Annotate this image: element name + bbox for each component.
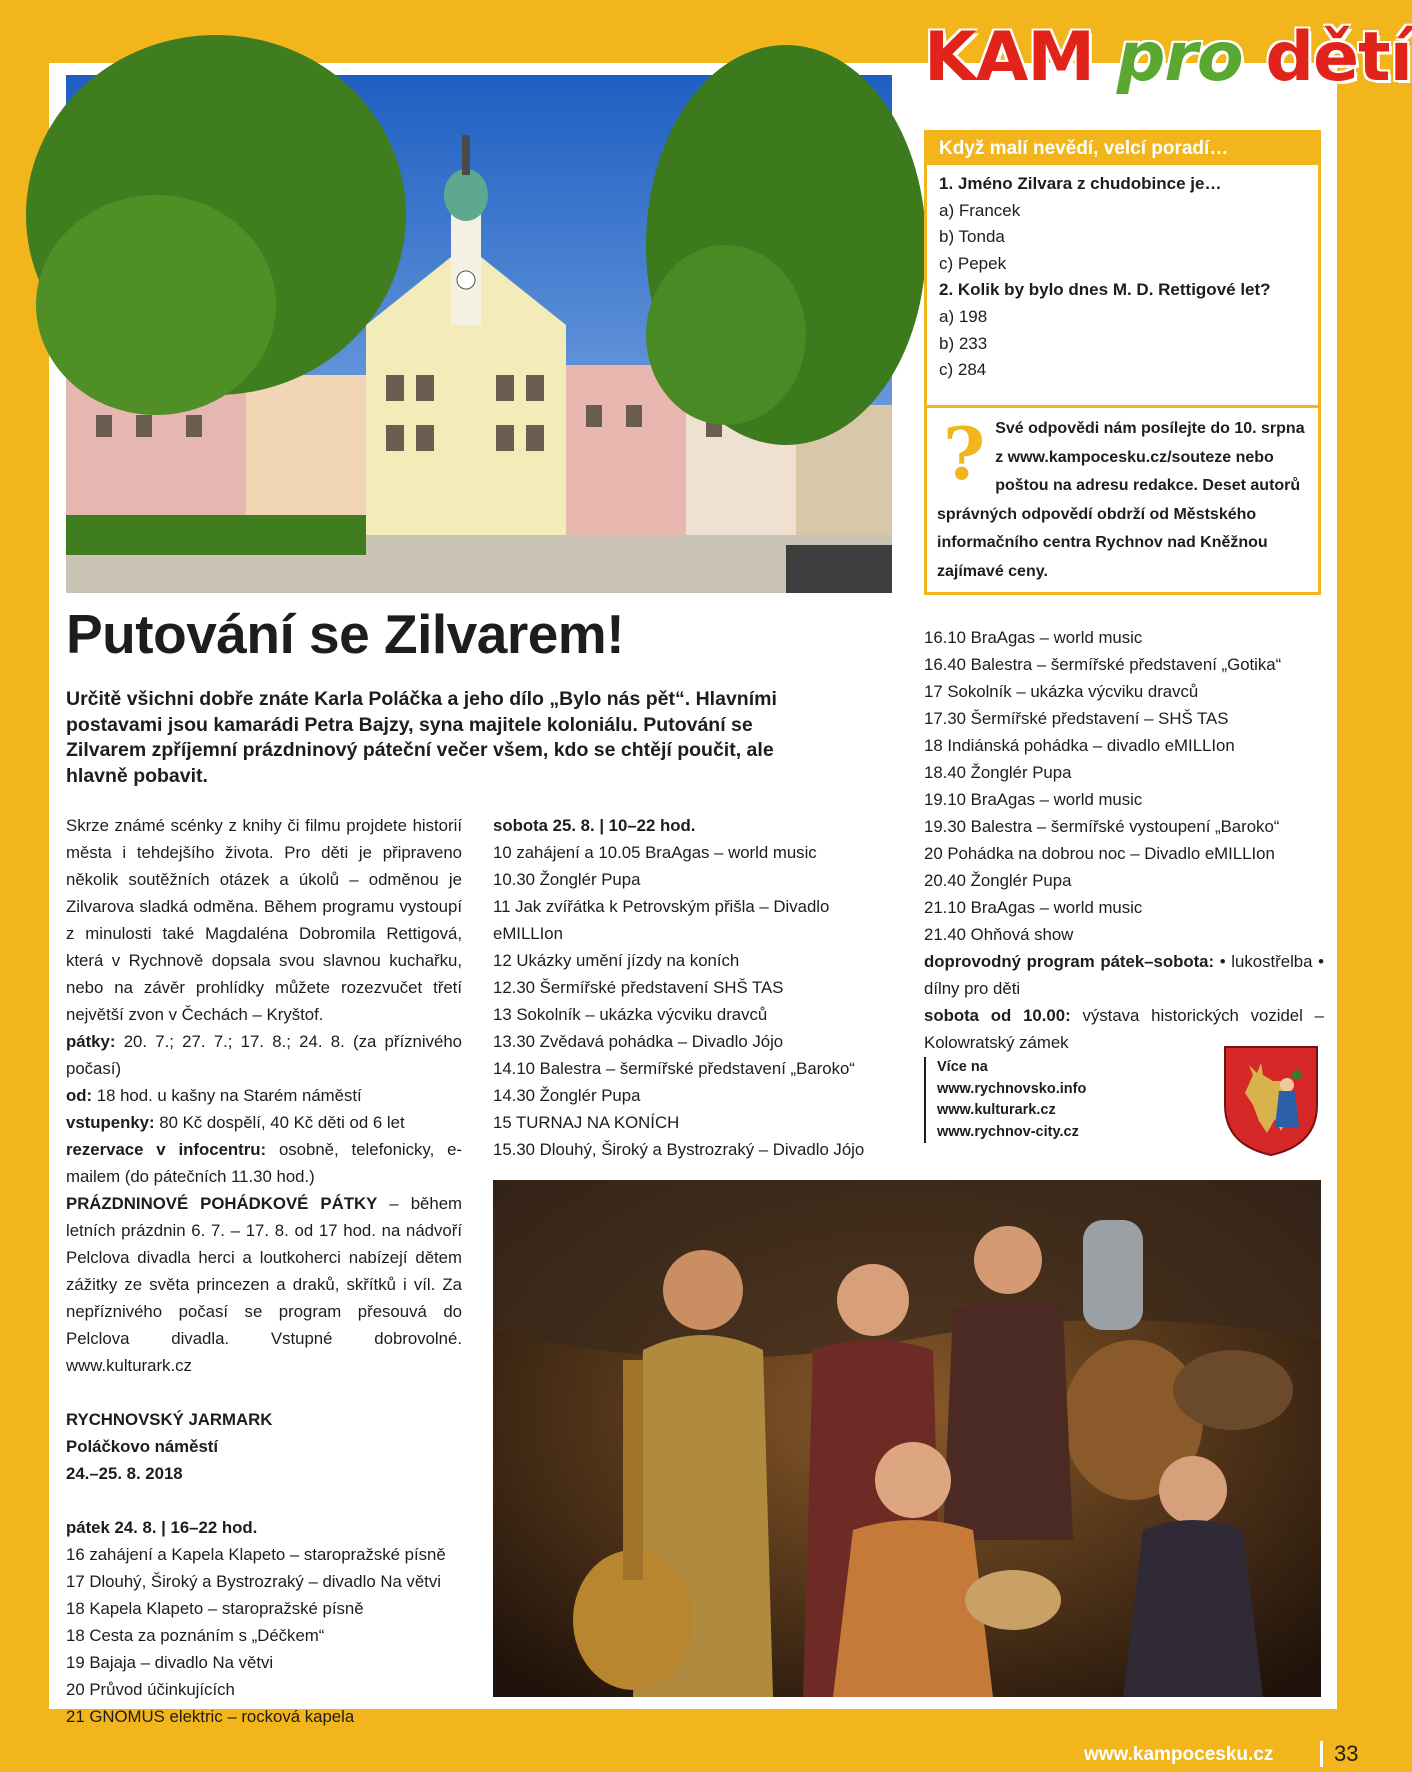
schedule-item: 18 Indiánská pohádka – divadlo eMILLIon (924, 736, 1235, 755)
article-column-3 (924, 624, 1324, 1056)
schedule-item: 20 Pohádka na dobrou noc – Divadlo eMILLIon (924, 844, 1275, 863)
spacer (66, 1487, 462, 1514)
info-sobota: sobota od 10.00: výstava historických vozidel – Kolowratský zámek (924, 1006, 1324, 1052)
quiz-option: a) Francek (939, 200, 1021, 220)
schedule-item: 13 Sokolník – ukázka výcviku dravců (493, 1005, 768, 1024)
logo-word-pro: pro (1116, 18, 1243, 97)
quiz-instructions-text: Své odpovědi nám posílejte do 10. srpna z www.kampocesku.cz/souteze nebo poštou na adresu redakce. Deset autorů správných odpovědí obdrží od Městského informačního centra Rychnov nad Kněžnou zajímavé ceny. (937, 420, 1305, 580)
link-rychnovsko[interactable]: www.rychnovsko.info (937, 1080, 1087, 1097)
link-rychnov-city[interactable]: www.rychnov-city.cz (937, 1123, 1079, 1140)
band-photo (493, 1180, 1321, 1697)
info-rezervace: rezervace v infocentru: osobně, telefonicky, e-mailem (do pátečních 11.30 hod.) (66, 1140, 462, 1186)
saturday-heading: sobota 25. 8. | 10–22 hod. (493, 816, 696, 835)
logo-word-deti: dětí (1265, 18, 1412, 97)
footer-url[interactable]: www.kampocesku.cz (1084, 1744, 1274, 1765)
quiz-option: c) Pepek (939, 253, 1007, 273)
quiz-option: b) Tonda (939, 227, 1005, 247)
schedule-item: 16.10 BraAgas – world music (924, 628, 1143, 647)
schedule-item: 14.10 Balestra – šermířské představení „Baroko“ (493, 1059, 855, 1078)
schedule-item: 11 Jak zvířátka k Petrovským přišla – Divadlo eMILLIon (493, 897, 830, 943)
jarmark-date: 24.–25. 8. 2018 (66, 1464, 183, 1483)
schedule-item: 19.10 BraAgas – world music (924, 790, 1143, 809)
schedule-item: 20 Průvod účinkujících (66, 1680, 235, 1699)
quiz-option: c) 284 (939, 360, 987, 380)
schedule-item: 14.30 Žonglér Pupa (493, 1086, 641, 1105)
schedule-item: 16 zahájení a Kapela Klapeto – staropražské písně (66, 1545, 446, 1564)
quiz-option: b) 233 (939, 333, 988, 353)
info-vstupenky: vstupenky: 80 Kč dospělí, 40 Kč děti od 6 let (66, 1113, 405, 1132)
more-heading: Více na (937, 1059, 988, 1075)
more-info-links (924, 1057, 1127, 1143)
town-square-photo (66, 75, 892, 593)
schedule-item: 19.30 Balestra – šermířské vystoupení „Baroko“ (924, 817, 1280, 836)
friday-heading: pátek 24. 8. | 16–22 hod. (66, 1518, 258, 1537)
spacer (66, 1379, 462, 1406)
schedule-item: 17 Dlouhý, Široký a Bystrozraký – divadlo Na větvi (66, 1572, 441, 1591)
schedule-item: 21.40 Ohňová show (924, 925, 1074, 944)
schedule-item: 17 Sokolník – ukázka výcviku dravců (924, 682, 1199, 701)
schedule-item: 21.10 BraAgas – world music (924, 898, 1143, 917)
intro-paragraph: Skrze známé scénky z knihy či filmu projdete historií města i tehdejšího života. Pro děti je připraveno několik soutěžních otázek a úkolů – odměnou je Zilvarova sladká odměna. Během programu vystoupí z minulosti také Magdaléna Dobromila Rettigová, která v Rychnově dopsala svou slavnou kuchařku, nebo na závěr prohlídky můžete rozezvučet třetí největší zvon v Čechách – Kryštof. (66, 816, 462, 1024)
article-column-1 (66, 812, 462, 1730)
schedule-item: 10.30 Žonglér Pupa (493, 870, 641, 889)
quiz-heading: Když malí nevědí, velcí poradí… (927, 133, 1318, 165)
schedule-item: 18.40 Žonglér Pupa (924, 763, 1072, 782)
jarmark-place: Poláčkovo náměstí (66, 1437, 219, 1456)
quiz-box (924, 130, 1321, 595)
logo-word-kam: KAM (924, 18, 1094, 97)
page-number: 33 (1334, 1741, 1359, 1766)
quiz-question-2: 2. Kolik by bylo dnes M. D. Rettigové let? (939, 280, 1271, 300)
info-patky: pátky: 20. 7.; 27. 7.; 17. 8.; 24. 8. (za příznivého počasí) (66, 1032, 462, 1078)
schedule-item: 20.40 Žonglér Pupa (924, 871, 1072, 890)
schedule-item: 19 Bajaja – divadlo Na větvi (66, 1653, 274, 1672)
schedule-item: 12.30 Šermířské představení SHŠ TAS (493, 978, 784, 997)
info-od: od: 18 hod. u kašny na Starém náměstí (66, 1086, 362, 1105)
article-column-2 (493, 812, 893, 1163)
schedule-item: 10 zahájení a 10.05 BraAgas – world music (493, 843, 817, 862)
jarmark-title: RYCHNOVSKÝ JARMARK (66, 1410, 273, 1429)
schedule-item: 15 TURNAJ NA KONÍCH (493, 1113, 680, 1132)
article-lead: Určitě všichni dobře znáte Karla Poláčka a jeho dílo „Bylo nás pět“. Hlavními postavami jsou kamarádi Petra Bajzy, syna majitele koloniálu. Putování se Zilvarem zpříjemní prázdninový páteční večer všem, kdo se chtějí poučit, ale hlavně pobavit. (66, 688, 777, 787)
town-crest-icon (1223, 1045, 1319, 1157)
quiz-divider (927, 405, 1318, 408)
quiz-question-1: 1. Jméno Zilvara z chudobince je… (939, 174, 1222, 193)
article-title: Putování se Zilvarem! (66, 603, 625, 665)
info-pohadkove-patky: PRÁZDNINOVÉ POHÁDKOVÉ PÁTKY – během letních prázdnin 6. 7. – 17. 8. od 17 hod. na nádvoří Pelclova divadla herci a loutkoherci nabízejí dětem zážitky ze světa princezen a draků, skřítků i víl. Za nepříznivého počasí se program přesouvá do Pelclova divadla. Vstupné dobrovolné. www.kulturark.cz (66, 1194, 462, 1375)
schedule-item: 12 Ukázky umění jízdy na koních (493, 951, 740, 970)
quiz-instructions (937, 411, 1308, 586)
quiz-option: a) 198 (939, 306, 988, 326)
schedule-item: 16.40 Balestra – šermířské představení „Gotika“ (924, 655, 1282, 674)
schedule-item: 17.30 Šermířské představení – SHŠ TAS (924, 709, 1229, 728)
link-kulturark[interactable]: www.kulturark.cz (937, 1102, 1056, 1118)
schedule-item: 18 Cesta za poznáním s „Déčkem“ (66, 1626, 325, 1645)
schedule-item: 18 Kapela Klapeto – staropražské písně (66, 1599, 364, 1618)
quiz-questions (927, 165, 1318, 390)
question-mark-icon: ? (943, 411, 986, 496)
info-doprovodny: doprovodný program pátek–sobota: • lukostřelba • dílny pro děti (924, 952, 1324, 998)
schedule-item: 15.30 Dlouhý, Široký a Bystrozraký – Divadlo Jójo (493, 1140, 865, 1159)
schedule-item: 13.30 Zvědavá pohádka – Divadlo Jójo (493, 1032, 784, 1051)
footer-divider (1320, 1741, 1323, 1767)
schedule-item: 21 GNOMUS elektric – rocková kapela (66, 1707, 355, 1726)
magazine-logo (924, 18, 1412, 98)
